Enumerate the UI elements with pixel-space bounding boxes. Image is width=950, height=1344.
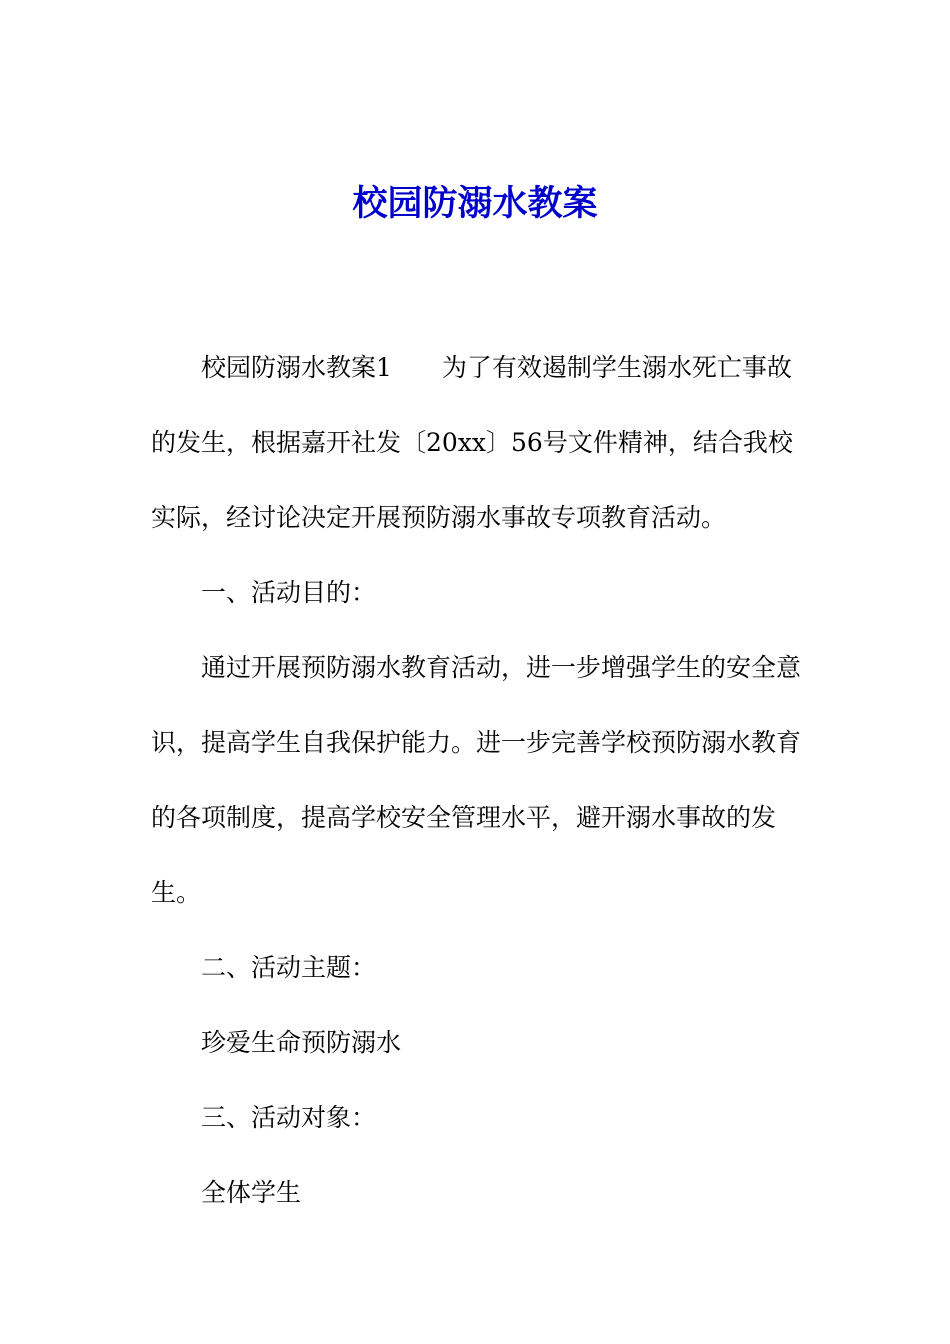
section-heading-1: 一、活动目的： bbox=[201, 578, 377, 607]
intro-paragraph bbox=[151, 330, 807, 555]
section-body-1: 通过开展预防溺水教育活动，进一步增强学生的安全意识，提高学生自我保护能力。进一步完善学校预防溺水教育的各项制度，提高学校安全管理水平，避开溺水事故的发生。 bbox=[151, 653, 802, 907]
section-heading-3: 三、活动对象： bbox=[201, 1103, 377, 1132]
intro-heading: 校园防溺水教案1 bbox=[201, 353, 392, 382]
document-body bbox=[151, 330, 807, 1230]
section-body-3: 全体学生 bbox=[201, 1178, 302, 1207]
page-title: 校园防溺水教案 bbox=[352, 183, 598, 224]
section-heading-2: 二、活动主题： bbox=[201, 953, 377, 982]
intro-text: 为了有效遏制学生溺水死亡事故的发生，根据嘉开社发〔20xx〕56号文件精神，结合我校实际，经讨论决定开展预防溺水事故专项教育活动。 bbox=[151, 353, 793, 532]
section-body-2: 珍爱生命预防溺水 bbox=[201, 1028, 402, 1057]
